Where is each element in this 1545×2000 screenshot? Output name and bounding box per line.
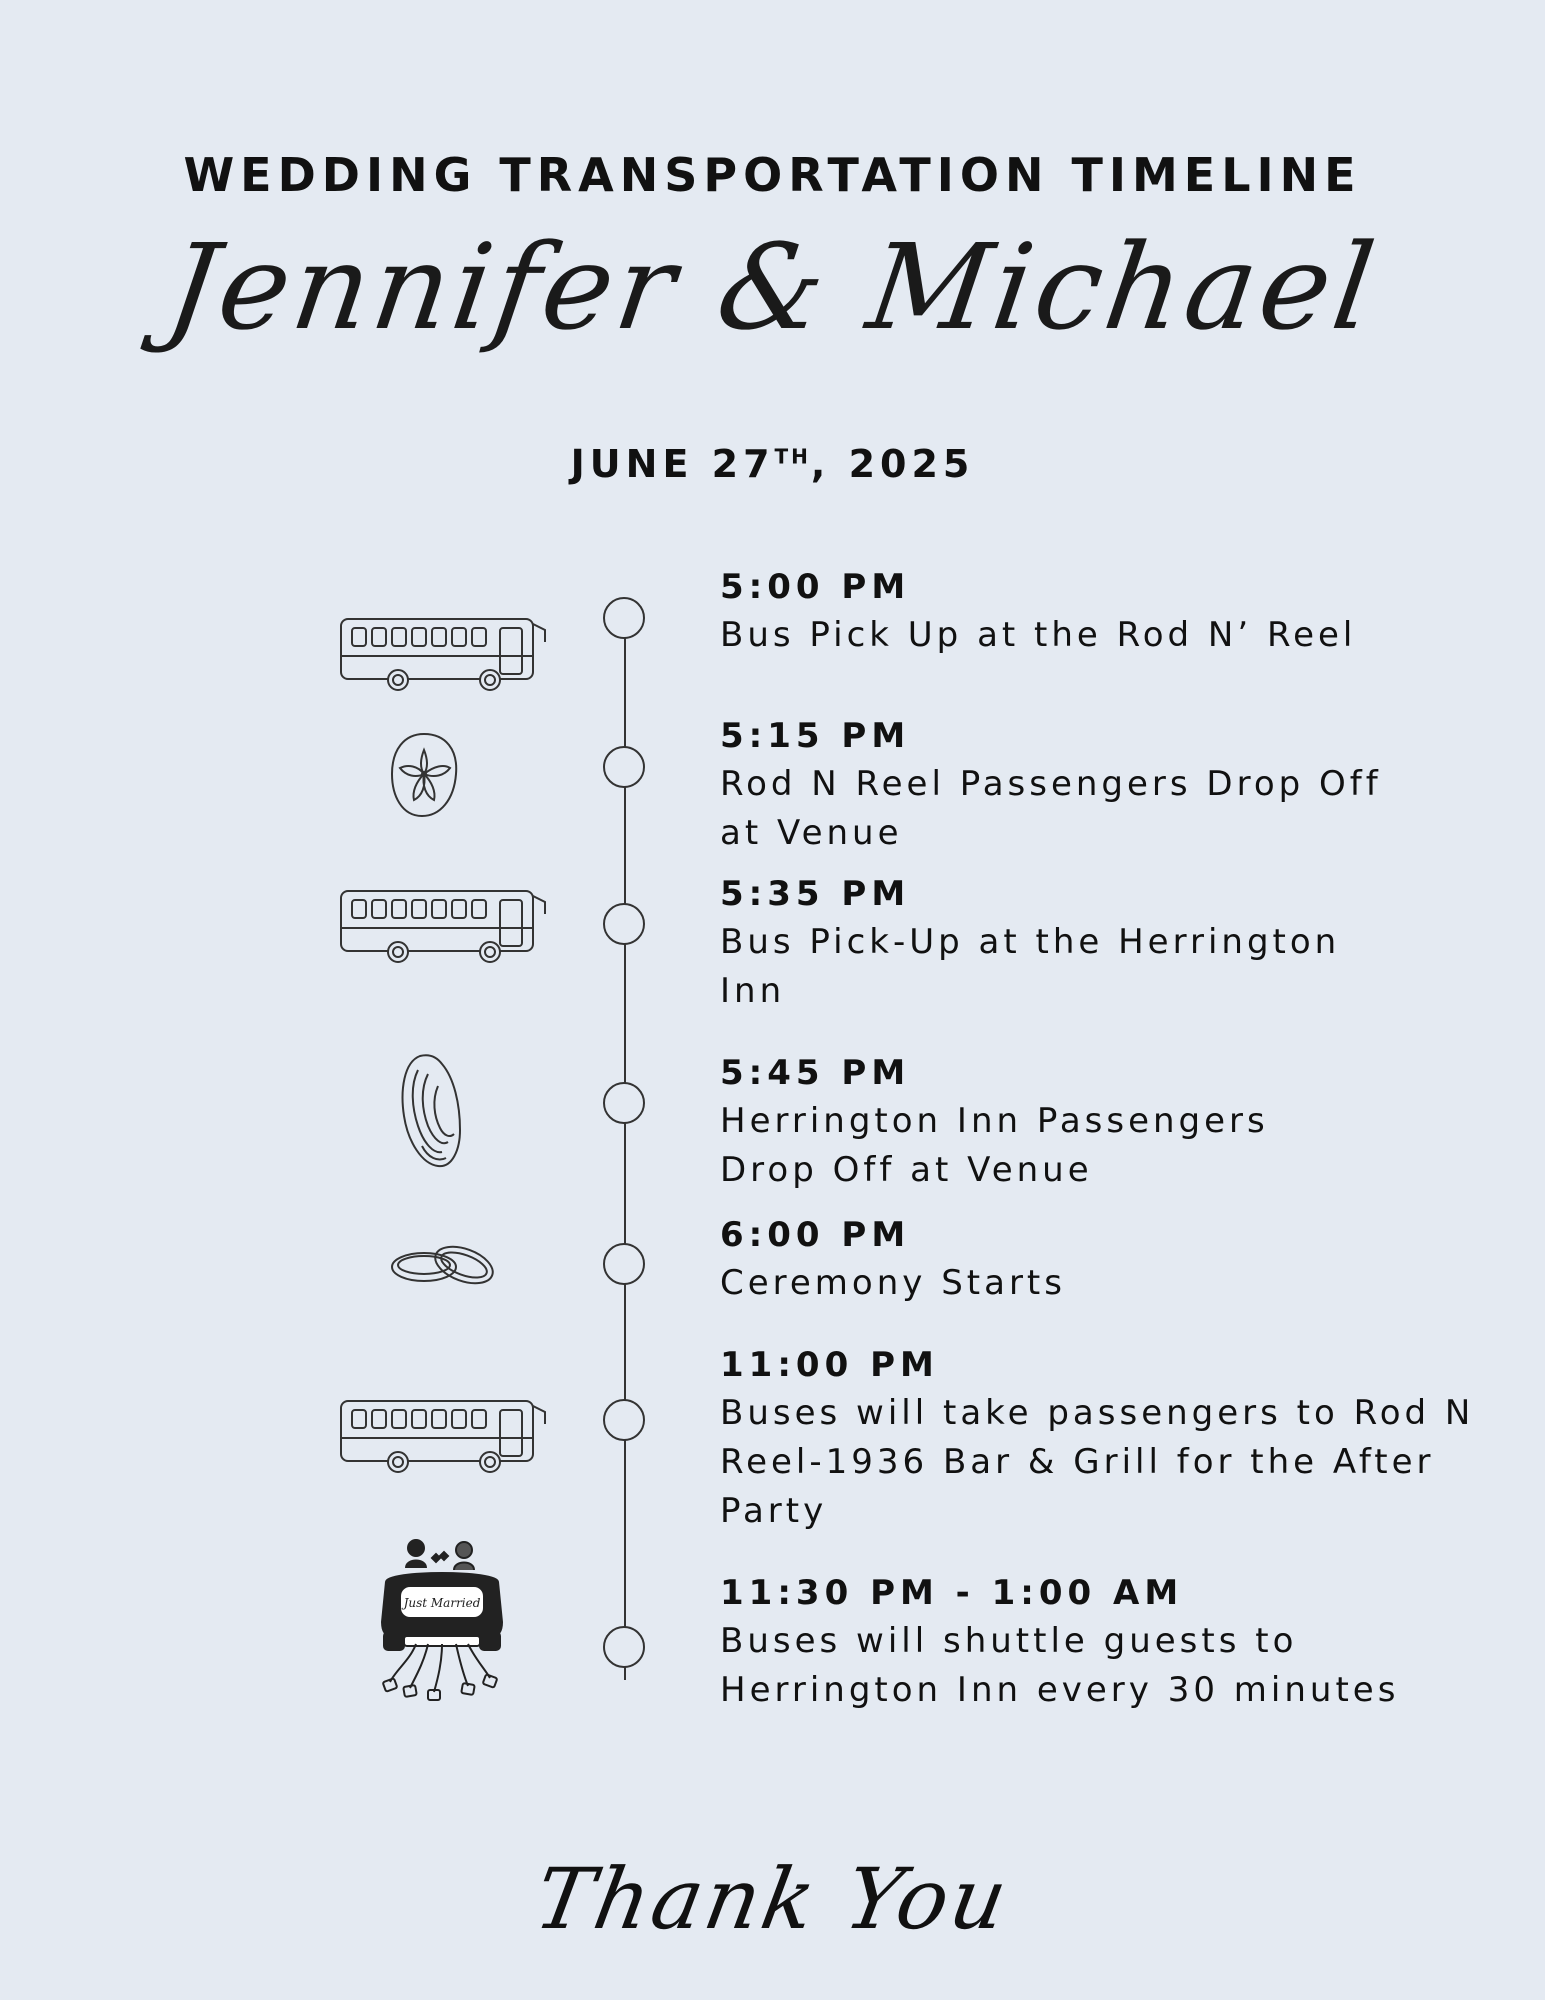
- timeline-entry: [720, 870, 1520, 1016]
- sand-dollar-icon: [388, 730, 460, 820]
- entry-description-line: Herrington Inn Passengers: [720, 1101, 1269, 1141]
- entry-time: 5:35 PM: [720, 874, 911, 914]
- timeline-dot: [603, 1626, 645, 1668]
- timeline-entry: [720, 1049, 1520, 1195]
- wedding-rings-icon: [388, 1241, 500, 1289]
- bus-icon: [338, 616, 550, 692]
- date-year: , 2025: [810, 442, 975, 486]
- timeline-dot: [603, 1243, 645, 1285]
- timeline-entry: [720, 1341, 1520, 1536]
- wedding-date: [0, 442, 1545, 486]
- page-title: WEDDING TRANSPORTATION TIMELINE: [183, 148, 1362, 202]
- entry-time: 11:00 PM: [720, 1345, 939, 1385]
- timeline-entry: [720, 1211, 1520, 1308]
- entry-time: 5:45 PM: [720, 1053, 911, 1093]
- just-married-car-icon: [376, 1536, 508, 1702]
- oyster-icon: [398, 1050, 464, 1172]
- date-main: JUNE 27: [570, 442, 775, 486]
- couple-names: Jennifer & Michael: [159, 218, 1386, 356]
- bus-icon: [338, 888, 550, 964]
- entry-description-line: Herrington Inn every 30 minutes: [720, 1670, 1400, 1710]
- entry-description-line: Inn: [720, 971, 786, 1011]
- car-sign-text: Just Married: [403, 1596, 481, 1610]
- entry-time: 5:15 PM: [720, 716, 911, 756]
- timeline-dot: [603, 597, 645, 639]
- entry-description-line: Rod N Reel Passengers Drop Off: [720, 764, 1382, 804]
- entry-description-line: Bus Pick-Up at the Herrington: [720, 922, 1341, 962]
- bus-icon: [338, 1398, 550, 1474]
- entry-time: 6:00 PM: [720, 1215, 911, 1255]
- timeline-dot: [603, 1082, 645, 1124]
- entry-description-line: Party: [720, 1491, 828, 1531]
- entry-description-line: Bus Pick Up at the Rod N’ Reel: [720, 615, 1357, 655]
- date-suffix: TH: [774, 444, 811, 469]
- entry-description-line: at Venue: [720, 813, 903, 853]
- timeline-dot: [603, 903, 645, 945]
- entry-description-line: Ceremony Starts: [720, 1263, 1066, 1303]
- entry-description-line: Buses will take passengers to Rod N: [720, 1393, 1475, 1433]
- entry-time: 11:30 PM - 1:00 AM: [720, 1573, 1184, 1613]
- timeline-entry: [720, 712, 1520, 858]
- timeline-entry: [720, 563, 1520, 660]
- entry-time: 5:00 PM: [720, 567, 911, 607]
- entry-description-line: Buses will shuttle guests to: [720, 1621, 1298, 1661]
- entry-description-line: Reel-1936 Bar & Grill for the After: [720, 1442, 1435, 1482]
- thank-you-text: Thank You: [527, 1850, 1017, 1948]
- timeline-entry: [720, 1569, 1520, 1715]
- entry-description-line: Drop Off at Venue: [720, 1150, 1093, 1190]
- timeline-dot: [603, 746, 645, 788]
- timeline-dot: [603, 1399, 645, 1441]
